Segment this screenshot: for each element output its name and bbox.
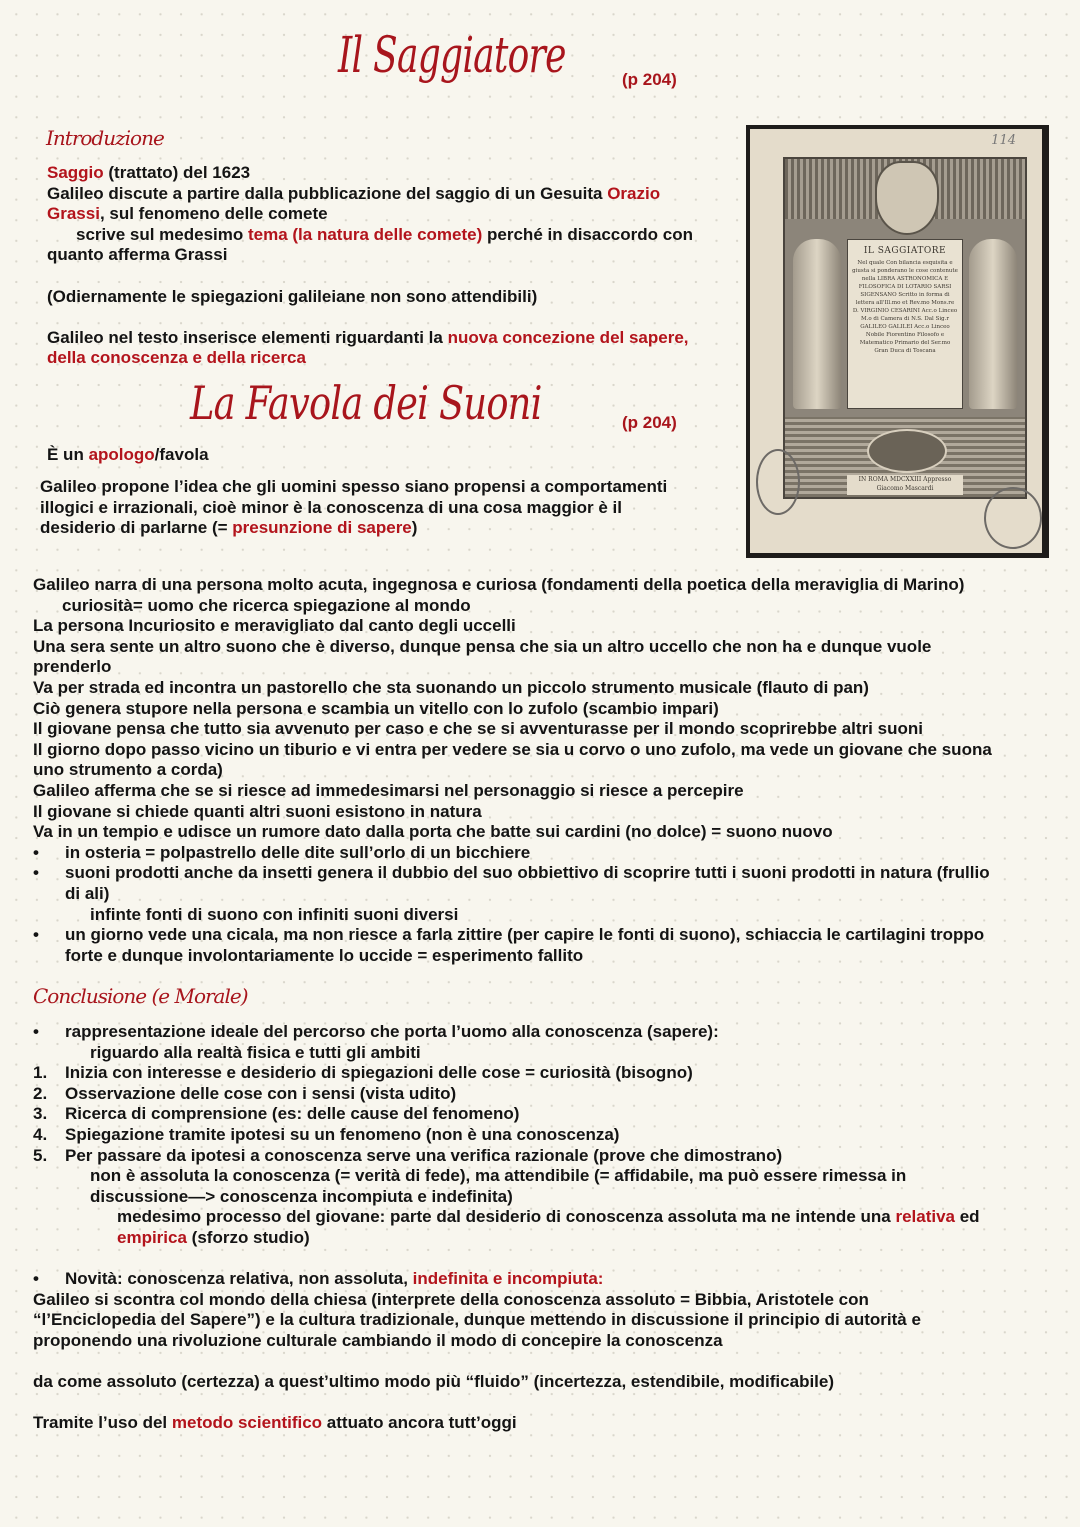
favola-title: La Favola dei Suoni bbox=[190, 376, 542, 430]
text-line bbox=[40, 518, 667, 539]
text-line bbox=[47, 328, 693, 349]
text-line bbox=[33, 905, 992, 926]
highlighted-text: metodo scientifico bbox=[171, 1413, 323, 1433]
text-line bbox=[47, 445, 209, 466]
list-item bbox=[33, 863, 992, 884]
text-segment: (sforzo studio) bbox=[186, 1227, 310, 1247]
library-stamp-left bbox=[756, 449, 800, 515]
text-line bbox=[33, 1043, 980, 1064]
text-segment: ) bbox=[411, 518, 418, 538]
text-line bbox=[33, 1413, 980, 1434]
list-item bbox=[33, 1125, 980, 1146]
text-segment: attuato ancora tutt’oggi bbox=[322, 1413, 517, 1433]
text-segment: forte e dunque involontariamente lo uccide = esperimento fallito bbox=[65, 945, 584, 965]
text-segment: in osteria = polpastrello delle dite sull’orlo di un bicchiere bbox=[65, 842, 531, 862]
text-segment: Una sera sente un altro suono che è diverso, dunque pensa che sia un altro uccello che non ha e dunque vuole bbox=[33, 636, 932, 656]
text-line bbox=[33, 802, 992, 823]
text-segment: ed bbox=[955, 1207, 980, 1227]
story-text bbox=[33, 575, 992, 966]
list-number: 4. bbox=[33, 1124, 48, 1144]
text-segment: un giorno vede una cicala, ma non riesce a farla zittire (per capire le fonti di suono), schiaccia le cartilagini troppo bbox=[65, 925, 985, 945]
text-line bbox=[33, 1331, 980, 1352]
text-segment: Galileo afferma che se si riesce ad immedesimarsi nel personaggio si riesce a percepire bbox=[33, 780, 744, 800]
bullet-icon: • bbox=[33, 863, 39, 883]
text-line bbox=[47, 245, 693, 266]
text-line bbox=[33, 678, 992, 699]
conclusion-heading: Conclusione (e Morale) bbox=[33, 984, 248, 1008]
list-number: 1. bbox=[33, 1063, 48, 1083]
text-segment: desiderio di parlarne (= bbox=[40, 518, 233, 538]
text-segment: Galileo propone l’idea che gli uomini spesso siano propensi a comportamenti bbox=[40, 477, 668, 496]
text-line bbox=[33, 822, 992, 843]
book-cover-image bbox=[746, 125, 1049, 558]
cover-title-panel bbox=[847, 239, 963, 409]
text-segment: (trattato) del 1623 bbox=[103, 163, 251, 182]
cover-statue-right bbox=[969, 239, 1017, 409]
highlighted-text: empirica bbox=[117, 1227, 187, 1247]
highlighted-text: relativa bbox=[895, 1207, 955, 1227]
cover-engraving bbox=[783, 157, 1027, 499]
text-line bbox=[47, 266, 693, 287]
text-line bbox=[33, 575, 992, 596]
text-segment: Inizia con interesse e desiderio di spiegazioni delle cose = curiosità (bisogno) bbox=[65, 1063, 693, 1083]
text-line bbox=[33, 740, 992, 761]
text-line bbox=[33, 946, 992, 967]
text-line bbox=[33, 1166, 980, 1187]
text-segment: Va per strada ed incontra un pastorello che sta suonando un piccolo strumento musicale (flauto di pan) bbox=[33, 677, 869, 697]
library-stamp-right bbox=[984, 487, 1042, 549]
text-segment: È un bbox=[47, 445, 89, 464]
text-segment: La persona Incuriosito e meravigliato dal canto degli uccelli bbox=[33, 616, 516, 636]
cover-crest bbox=[875, 161, 939, 235]
text-line bbox=[33, 760, 992, 781]
list-number: 2. bbox=[33, 1083, 48, 1103]
bullet-icon: • bbox=[33, 1022, 39, 1041]
highlighted-text: indefinita e incompiuta: bbox=[412, 1269, 604, 1289]
text-segment: discussione—> conoscenza incompiuta e indefinita) bbox=[90, 1186, 513, 1206]
text-segment: Il giorno dopo passo vicino un tiburio e vi entra per vedere se sia u corvo o uno zufolo, ma vede un giovane che suona bbox=[33, 739, 992, 759]
text-segment: Ciò genera stupore nella persona e scambia un vitello con lo zufolo (scambio impari) bbox=[33, 698, 719, 718]
text-segment: prenderlo bbox=[33, 657, 112, 677]
text-line bbox=[33, 1310, 980, 1331]
text-line bbox=[47, 163, 693, 184]
text-segment: Novità: conoscenza relativa, non assoluta, bbox=[65, 1269, 413, 1289]
highlighted-text: tema (la natura delle comete) bbox=[247, 224, 483, 244]
text-segment: Il giovane pensa che tutto sia avvenuto per caso e che se si avventurasse per il mondo scoprirebbe altri suoni bbox=[33, 719, 923, 739]
favola-page-ref: (p 204) bbox=[622, 413, 677, 432]
text-segment: Galileo narra di una persona molto acuta, ingegnosa e curiosa (fondamenti della poetica della meraviglia di Marino) bbox=[33, 575, 965, 594]
title-page-ref: (p 204) bbox=[622, 70, 677, 89]
text-segment: medesimo processo del giovane: parte dal desiderio di conoscenza assoluta ma ne intende una bbox=[117, 1207, 896, 1227]
highlighted-text: Orazio bbox=[607, 183, 661, 203]
list-item bbox=[33, 1104, 980, 1125]
text-segment: uno strumento a corda) bbox=[33, 760, 223, 780]
text-line bbox=[33, 657, 992, 678]
text-segment: Per passare da ipotesi a conoscenza serve una verifica razionale (prove che dimostrano) bbox=[65, 1145, 783, 1165]
text-segment: Galileo si scontra col mondo della chiesa (interprete della conoscenza assoluto = Bibbia, Aristotele con bbox=[33, 1289, 869, 1309]
favola-intro bbox=[47, 445, 209, 466]
text-segment: Galileo discute a partire dalla pubblicazione del saggio di un Gesuita bbox=[47, 183, 608, 203]
text-segment: curiosità= uomo che ricerca spiegazione al mondo bbox=[62, 595, 471, 615]
highlighted-text: presunzione di sapere bbox=[232, 518, 412, 538]
text-segment: Osservazione delle cose con i sensi (vista udito) bbox=[65, 1083, 457, 1103]
text-segment: (Odiernamente le spiegazioni galileiane non sono attendibili) bbox=[47, 286, 538, 306]
text-line bbox=[47, 307, 693, 328]
text-line bbox=[40, 498, 667, 519]
text-segment: infinte fonti di suono con infiniti suoni diversi bbox=[90, 904, 459, 924]
list-number: 5. bbox=[33, 1145, 48, 1165]
list-item bbox=[33, 843, 992, 864]
text-line bbox=[33, 1207, 980, 1228]
text-segment: perché in disaccordo con bbox=[482, 224, 693, 244]
text-line bbox=[47, 287, 693, 308]
conclusion-text bbox=[33, 1022, 980, 1434]
text-line bbox=[33, 616, 992, 637]
list-item bbox=[33, 925, 992, 946]
list-item bbox=[33, 1084, 980, 1105]
bullet-icon: • bbox=[33, 925, 39, 945]
text-line bbox=[33, 719, 992, 740]
favola-paragraph bbox=[40, 477, 667, 539]
text-segment: “l’Enciclopedia del Sapere”) e la cultura tradizionale, dunque mettendo in discussione il principio di autorità e bbox=[33, 1310, 921, 1330]
text-segment: da come assoluto (certezza) a quest’ultimo modo più “fluido” (incertezza, estendibile, modificabile) bbox=[33, 1372, 835, 1392]
text-line bbox=[33, 1187, 980, 1208]
text-segment: Tramite l’uso del bbox=[33, 1413, 172, 1433]
text-segment: di ali) bbox=[65, 883, 110, 903]
list-item bbox=[33, 1022, 980, 1043]
highlighted-text: nuova concezione del sapere, bbox=[447, 327, 689, 347]
text-line bbox=[47, 225, 693, 246]
text-segment: rappresentazione ideale del percorso che porta l’uomo alla conoscenza (sapere): bbox=[65, 1022, 719, 1041]
text-segment: Va in un tempio e udisce un rumore dato dalla porta che batte sui cardini (no dolce) = suono nuovo bbox=[33, 822, 833, 842]
text-line bbox=[40, 477, 667, 498]
intro-text bbox=[47, 163, 693, 369]
cover-statue-left bbox=[793, 239, 841, 409]
text-line bbox=[33, 1290, 980, 1311]
text-line bbox=[33, 884, 992, 905]
text-line bbox=[33, 1249, 980, 1270]
bullet-icon: • bbox=[33, 1269, 39, 1289]
text-line bbox=[33, 596, 992, 617]
text-line bbox=[33, 699, 992, 720]
cover-title: IL SAGGIATORE bbox=[863, 246, 947, 256]
text-segment: /favola bbox=[154, 445, 209, 464]
list-number: 3. bbox=[33, 1104, 48, 1124]
highlighted-text: Saggio bbox=[47, 163, 104, 182]
text-line bbox=[33, 637, 992, 658]
text-line bbox=[33, 1372, 980, 1393]
text-segment: illogici e irrazionali, cioè minor è la conoscenza di una cosa maggior è il bbox=[40, 497, 622, 517]
text-line bbox=[33, 1228, 980, 1249]
text-segment: Il giovane si chiede quanti altri suoni esistono in natura bbox=[33, 801, 482, 821]
text-segment: , sul fenomeno delle comete bbox=[99, 204, 328, 224]
highlighted-text: Grassi bbox=[47, 204, 100, 224]
text-line bbox=[33, 1393, 980, 1414]
text-line bbox=[33, 1352, 980, 1373]
text-segment: Galileo nel testo inserisce elementi riguardanti la bbox=[47, 327, 448, 347]
list-item bbox=[33, 1146, 980, 1167]
text-line bbox=[33, 781, 992, 802]
text-line bbox=[47, 184, 693, 205]
bullet-icon: • bbox=[33, 842, 39, 862]
text-segment: proponendo una rivoluzione culturale cambiando il modo di concepire la conoscenza bbox=[33, 1330, 723, 1350]
cover-page-number: 114 bbox=[991, 133, 1016, 148]
text-segment: suoni prodotti anche da insetti genera il dubbio del suo obbiettivo di scoprire tutti i suoni prodotti in natura (frullio bbox=[65, 863, 990, 883]
text-segment: non è assoluta la conoscenza (= verità di fede), ma attendibile (= affidabile, ma può essere rimessa in bbox=[90, 1166, 907, 1186]
intro-heading: Introduzione bbox=[46, 126, 164, 150]
list-item bbox=[33, 1063, 980, 1084]
list-item bbox=[33, 1269, 980, 1290]
text-line bbox=[47, 348, 693, 369]
cover-imprint: IN ROMA MDCXXIII Appresso Giacomo Mascardi bbox=[847, 475, 963, 495]
cover-paper bbox=[750, 129, 1042, 553]
text-segment: scrive sul medesimo bbox=[76, 224, 248, 244]
text-segment: Spiegazione tramite ipotesi su un fenomeno (non è una conoscenza) bbox=[65, 1124, 620, 1144]
text-segment: quanto afferma Grassi bbox=[47, 245, 228, 265]
highlighted-text: della conoscenza e della ricerca bbox=[47, 348, 306, 368]
highlighted-text: apologo bbox=[88, 445, 155, 464]
page-title: Il Saggiatore bbox=[338, 26, 566, 84]
text-segment: riguardo alla realtà fisica e tutti gli ambiti bbox=[90, 1042, 421, 1062]
text-segment: Ricerca di comprensione (es: delle cause del fenomeno) bbox=[65, 1104, 520, 1124]
cover-lettering: Nel quale Con bilancia esquisita e giusta si ponderano le cose contenute nella LIBRA ASTRONOMICA E FILOSOFICA DI LOTARIO SARSI SIGENSANO Scritto in forma di lettera all'Ill.mo et Rev.mo Mons.re D. VIRGINIO CESARINI Acc.o Linceo M.o di Camera di N.S. Dal Sig.r GALILEO GALILEI Acc.o Linceo Nobile Fiorentino Filosofo e Matematico Primario del Ser.mo Gran Duca di Toscana bbox=[852, 260, 958, 354]
cover-emblem bbox=[867, 429, 947, 473]
text-line bbox=[47, 204, 693, 225]
